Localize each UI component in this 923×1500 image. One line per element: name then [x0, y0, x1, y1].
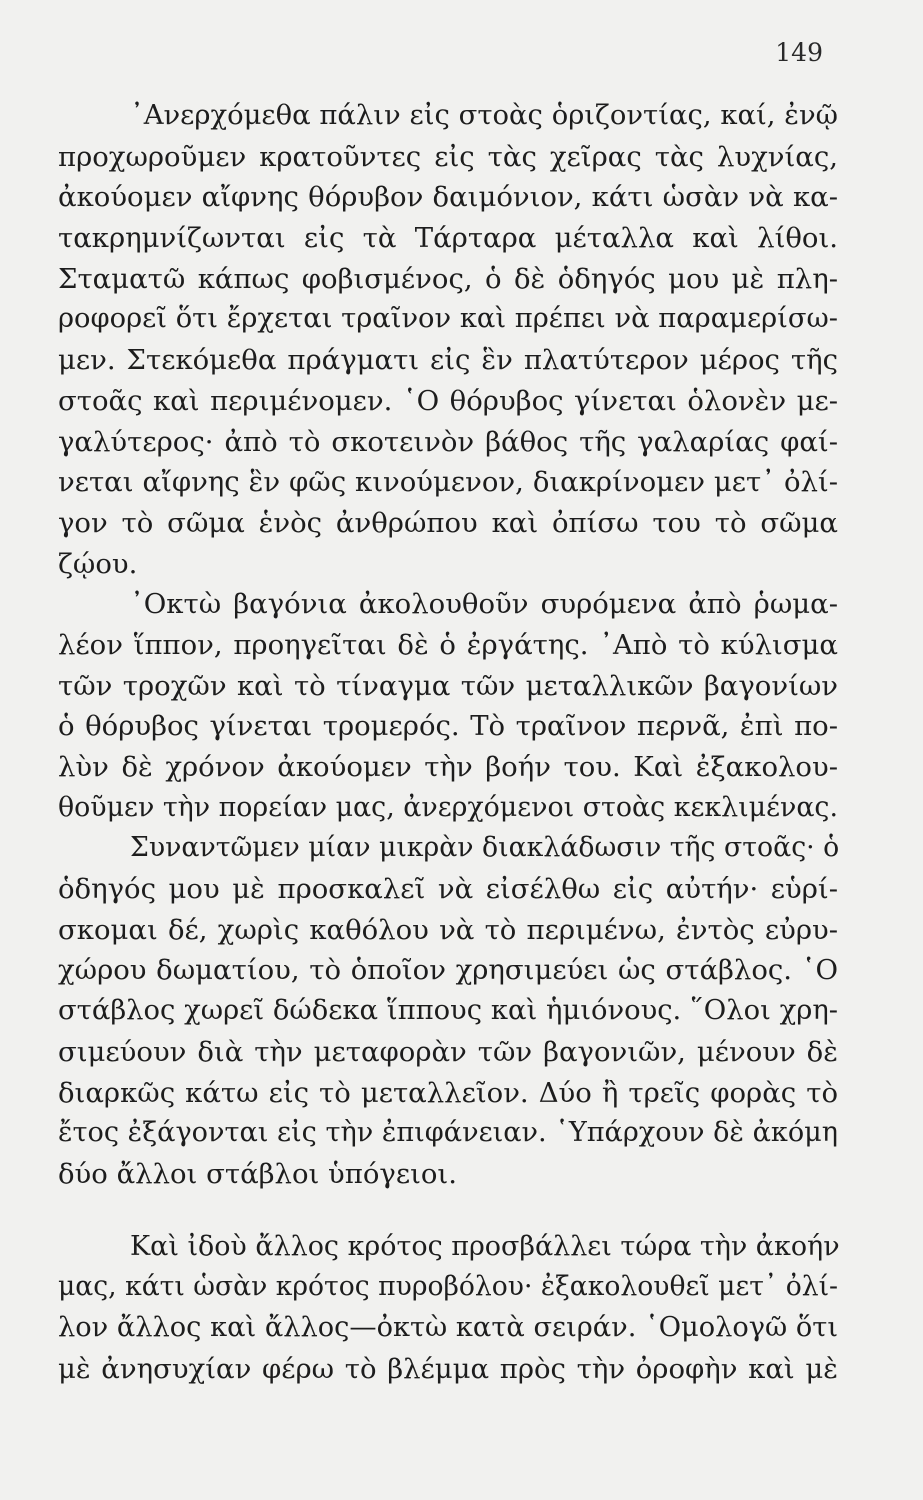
text-line: Συναντῶμεν μίαν μικρὰν διακλάδωσιν τῆς στοᾶς· ὁ: [130, 832, 840, 864]
text-line: ἀκούομεν αἴφνης θόρυβον δαιμόνιον, κάτι ὡσὰν νὰ κα-: [58, 181, 838, 214]
text-line: μεν. Στεκόμεθα πράγματι εἰς ἓν πλατύτερον μέρος τῆς: [58, 344, 838, 377]
text-line: σιμεύουν διὰ τὴν μεταφορὰν τῶν βαγονιῶν, μένουν δὲ: [58, 1035, 838, 1068]
text-line: ροφορεῖ ὅτι ἔρχεται τραῖνον καὶ πρέπει νὰ παραμερίσω-: [58, 303, 838, 335]
text-line: ᾿Ανερχόμεθα πάλιν εἰς στοὰς ὁριζοντίας, καί, ἐνῷ: [130, 100, 838, 131]
text-line: μας, κάτι ὡσὰν κρότος πυροβόλου· ἐξακολουθεῖ μετ᾿ ὀλί-: [58, 1271, 839, 1303]
page-number: 149: [775, 38, 823, 67]
text-line: σκομαι δέ, χωρὶς καθόλου νὰ τὸ περιμένω, ἐντὸς εὐρυ-: [58, 913, 838, 946]
text-line: ᾿Οκτὼ βαγόνια ἀκολουθοῦν συρόμενα ἀπὸ ῥωμα-: [130, 588, 838, 621]
text-line: λὺν δὲ χρόνον ἀκούομεν τὴν βοήν του. Καὶ ἐξακολου-: [58, 751, 838, 783]
text-line: γαλύτερος· ἀπὸ τὸ σκοτεινὸν βάθος τῆς γαλαρίας φαί-: [58, 425, 838, 458]
text-line: δύο ἄλλοι στάβλοι ὑπόγειοι.: [58, 1157, 457, 1190]
paragraph-2: [58, 584, 838, 828]
text-line: τακρημνίζωνται εἰς τὰ Τάρταρα μέταλλα καὶ λίθοι.: [58, 222, 838, 255]
text-line: διαρκῶς κάτω εἰς τὸ μεταλλεῖον. Δύο ἢ τρεῖς φορὰς τὸ: [58, 1076, 838, 1109]
body-text: [58, 96, 838, 1389]
text-line: λέον ἵππον, προηγεῖται δὲ ὁ ἐργάτης. ᾿Απὸ τὸ κύλισμα: [58, 628, 838, 661]
text-line: τῶν τροχῶν καὶ τὸ τίναγμα τῶν μεταλλικῶν βαγονίων: [58, 669, 838, 702]
text-line: χώρου δωματίου, τὸ ὁποῖον χρησιμεύει ὡς στάβλος. ῾Ο: [58, 954, 838, 987]
text-line: προχωροῦμεν κρατοῦντες εἰς τὰς χεῖρας τὰς λυχνίας,: [58, 140, 838, 173]
text-line: ζῴου.: [58, 547, 138, 580]
text-line: ὁ θόρυβος γίνεται τρομερός. Τὸ τραῖνον περνᾶ, ἐπὶ πο-: [58, 710, 838, 743]
text-line: στοᾶς καὶ περιμένομεν. ῾Ο θόρυβος γίνεται ὁλονὲν με-: [58, 384, 838, 417]
paragraph-gap: [58, 1195, 838, 1227]
paragraph-3: [58, 828, 838, 1194]
text-line: στάβλος χωρεῖ δώδεκα ἵππους καὶ ἡμιόνους. ῞Ολοι χρη-: [58, 995, 838, 1027]
paragraph-4: [58, 1227, 838, 1390]
text-line: μὲ ἀνησυχίαν φέρω τὸ βλέμμα πρὸς τὴν ὀροφὴν καὶ μὲ: [58, 1352, 838, 1385]
text-line: ὁδηγός μου μὲ προσκαλεῖ νὰ εἰσέλθω εἰς αὐτήν· εὑρί-: [58, 873, 838, 906]
text-line: ἔτος ἐξάγονται εἰς τὴν ἐπιφάνειαν. ῾Υπάρχουν δὲ ἀκόμη: [58, 1117, 839, 1149]
text-line: Σταματῶ κάπως φοβισμένος, ὁ δὲ ὁδηγός μου μὲ πλη-: [58, 262, 838, 295]
paragraph-1: [58, 96, 838, 584]
text-line: Καὶ ἰδοὺ ἄλλος κρότος προσβάλλει τώρα τὴν ἀκοήν: [130, 1230, 840, 1262]
text-line: λον ἄλλος καὶ ἄλλος—ὀκτὼ κατὰ σειράν. ῾Ομολογῶ ὅτι: [58, 1311, 838, 1343]
text-line: θοῦμεν τὴν πορείαν μας, ἀνερχόμενοι στοὰς κεκλιμένας.: [58, 791, 838, 823]
text-line: νεται αἴφνης ἓν φῶς κινούμενον, διακρίνομεν μετ᾿ ὀλί-: [58, 466, 838, 499]
text-line: γον τὸ σῶμα ἑνὸς ἀνθρώπου καὶ ὀπίσω του τὸ σῶμα: [58, 506, 838, 539]
